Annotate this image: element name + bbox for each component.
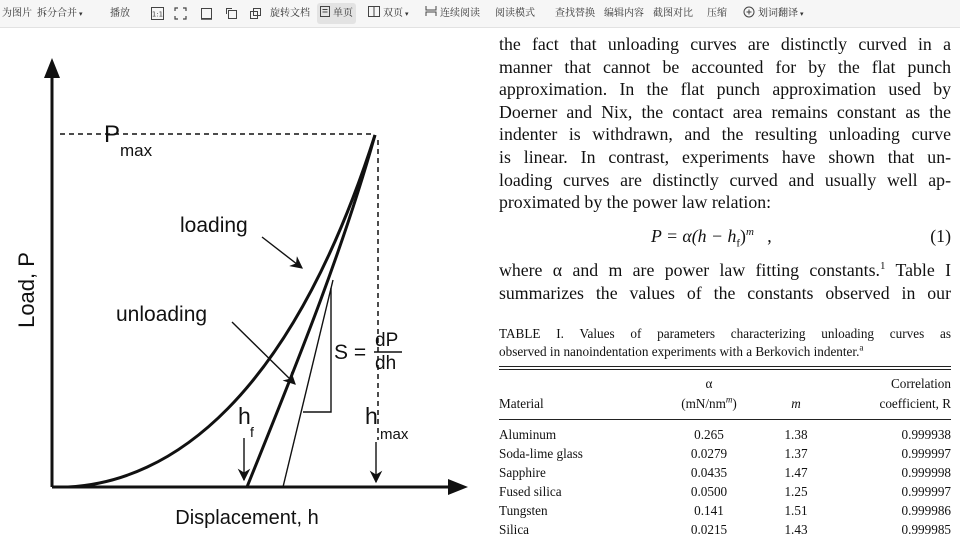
unloading-pointer: [232, 322, 295, 384]
equation-formula: [651, 226, 772, 250]
hmax-subscript: max: [380, 426, 409, 443]
table-header-rule: [499, 419, 951, 420]
table-caption-line: [499, 342, 951, 362]
loading-pointer: [262, 237, 302, 268]
compress-button[interactable]: 压缩: [707, 8, 727, 19]
equation-number: (1): [930, 226, 951, 246]
alpha-unit-sup: m: [725, 394, 733, 405]
slope-denominator: dh: [375, 353, 397, 374]
paragraph-line: the fact that unloading curves are distinctly curved in a: [499, 34, 951, 54]
table-cell-r: 0.999986: [901, 503, 951, 518]
load-displacement-figure: [0, 28, 490, 540]
equation-lhs: P = α(h − h: [651, 226, 737, 246]
fit-page-icon[interactable]: [172, 0, 188, 27]
single-page-button[interactable]: [317, 3, 356, 24]
continuous-reading-label: 连续阅读: [440, 8, 480, 19]
single-page-label: 单页: [333, 8, 353, 19]
double-page-icon: [368, 6, 380, 17]
header-m-text: m: [791, 396, 801, 411]
table-cell-r: 0.999997: [901, 484, 951, 499]
play-button[interactable]: 播放: [110, 8, 130, 19]
pmax-subscript: max: [120, 141, 153, 160]
header-m: [761, 396, 831, 412]
chevron-down-icon: ▾: [79, 10, 83, 18]
alpha-unit-text: (mN/nm: [681, 396, 726, 411]
table-cell-m: 1.43: [784, 522, 808, 537]
header-alpha-unit: [659, 396, 759, 412]
equation-subscript: f: [736, 237, 741, 250]
table-cell-m: 1.25: [784, 484, 808, 499]
table-cell-alpha: 0.0279: [690, 446, 728, 461]
table-cell-r: 0.999938: [901, 427, 951, 442]
header-alpha: α: [705, 376, 713, 391]
paragraph-line: [499, 259, 951, 282]
table-cell-r: 0.999997: [901, 446, 951, 461]
reading-mode-button[interactable]: 阅读模式: [495, 8, 535, 19]
actual-size-icon[interactable]: [149, 0, 165, 27]
paragraph-line: loading curves are distinctly curved and usually well ap-: [499, 170, 951, 190]
table-caption-text: observed in nanoindentation experiments with a Berkovich indenter.: [499, 344, 860, 359]
loading-label: loading: [180, 214, 248, 237]
header-correlation-2: coefficient, R: [879, 396, 951, 411]
table-cell-m: 1.51: [784, 503, 808, 518]
table-caption-line: TABLE I. Values of parameters characterizing unloading curves as: [499, 326, 951, 341]
to-image-button[interactable]: 为图片: [2, 8, 32, 19]
slope-s-label: S =: [334, 341, 367, 364]
header-correlation-1: Correlation: [890, 376, 951, 391]
edit-content-button[interactable]: 编辑内容: [604, 8, 644, 19]
table-footnote-ref: a: [859, 342, 864, 353]
y-axis-arrow: [44, 58, 60, 78]
unloading-label: unloading: [116, 303, 208, 326]
table-cell-alpha: 0.0435: [690, 465, 728, 480]
paragraph-line: manner that cannot be accounted for by the flat punch: [499, 57, 951, 77]
continuous-icon: [425, 5, 437, 17]
table-cell-m: 1.37: [784, 446, 808, 461]
single-page-icon: [320, 6, 330, 17]
chevron-down-icon: ▾: [405, 10, 409, 18]
table-top-rule: [499, 366, 951, 367]
table-cell-material: Soda-lime glass: [499, 446, 583, 461]
paragraph-line: approximation. In the flat punch approximation used by: [499, 79, 951, 99]
continuous-reading-button[interactable]: [425, 0, 480, 27]
table-cell-material: Sapphire: [499, 465, 546, 480]
equation-superscript: m: [745, 226, 754, 239]
hmax-label: h: [365, 403, 378, 429]
translate-icon: [743, 6, 755, 18]
footnote-ref: 1: [879, 260, 886, 273]
paragraph-line: is linear. In contrast, experiments have shown that un-: [499, 147, 951, 167]
crop-icon[interactable]: [247, 0, 263, 27]
hf-subscript: f: [250, 424, 254, 440]
equation-1: [499, 226, 951, 250]
word-translate-label: 划词翻译: [758, 8, 798, 19]
table-cell-m: 1.47: [784, 465, 808, 480]
hf-label: h: [238, 403, 251, 429]
table-cell-alpha: 0.141: [694, 503, 724, 518]
fit-width-icon[interactable]: [198, 0, 214, 27]
table-cell-r: 0.999985: [901, 522, 951, 537]
x-axis-label: Displacement, h: [175, 507, 319, 529]
rotate-icon[interactable]: [223, 0, 239, 27]
table-cell-material: Silica: [499, 522, 530, 537]
table-cell-alpha: 0.0500: [690, 484, 728, 499]
document-page: [0, 28, 960, 540]
paragraph-line: indenter is withdrawn, and the resulting unloading curve: [499, 124, 951, 144]
rotate-document-button[interactable]: 旋转文档: [270, 8, 310, 19]
split-merge-button[interactable]: [37, 0, 83, 27]
split-merge-label: 拆分合并: [37, 8, 77, 19]
toolbar: [0, 0, 960, 28]
y-axis-label: Load, P: [14, 252, 39, 328]
header-material: Material: [499, 396, 544, 411]
svg-text:1:1: 1:1: [151, 10, 163, 19]
paragraph-line: Doerner and Nix, the contact area remains constant as the: [499, 102, 951, 122]
paragraph-text: Table I: [885, 260, 951, 280]
pmax-label: P: [104, 121, 121, 148]
table-cell-material: Tungsten: [499, 503, 548, 518]
find-replace-button[interactable]: 查找替换: [555, 8, 595, 19]
chevron-down-icon: ▾: [800, 10, 804, 18]
slope-numerator: dP: [375, 330, 399, 351]
x-axis-arrow: [448, 479, 468, 495]
alpha-unit-end: ): [732, 396, 737, 411]
table-cell-r: 0.999998: [901, 465, 951, 480]
double-page-label: 双页: [383, 8, 403, 19]
loading-curve: [68, 135, 375, 487]
double-page-button[interactable]: [368, 0, 409, 27]
table-cell-m: 1.38: [784, 427, 808, 442]
word-translate-button[interactable]: [743, 0, 804, 27]
screenshot-compare-button[interactable]: 截图对比: [653, 8, 693, 19]
paragraph-line: summarizes the values of the constants observed in our: [499, 283, 951, 303]
paragraph-line: proximated by the power law relation:: [499, 192, 772, 212]
table-cell-alpha: 0.265: [694, 427, 724, 442]
equation-rhs: ): [740, 226, 746, 246]
table-cell-material: Aluminum: [499, 427, 557, 442]
tangent-line: [283, 280, 333, 487]
table-cell-alpha: 0.0215: [690, 522, 728, 537]
table-top-rule: [499, 369, 951, 370]
paragraph-text: where α and m are power law fitting constants.: [499, 260, 880, 280]
equation-tail: ,: [753, 226, 772, 246]
table-cell-material: Fused silica: [499, 484, 562, 499]
